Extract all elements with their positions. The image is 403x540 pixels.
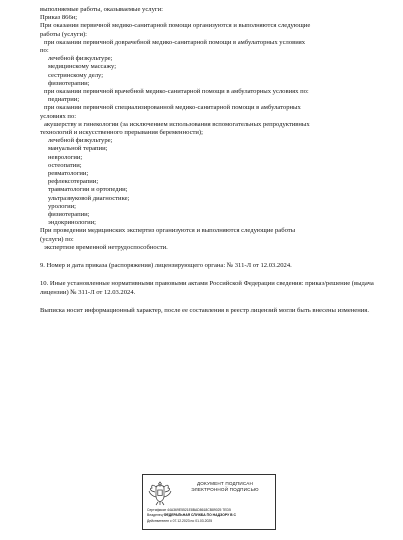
stamp-details xyxy=(147,508,275,524)
certificate-owner: Владелец ФЕДЕРАЛЬНАЯ СЛУЖБА ПО НАДЗОРУ В С xyxy=(147,513,236,518)
list-item: рефлексотерапии; xyxy=(48,178,99,186)
certificate-number: Сертификат 44A369E5521E8BAD8618CB89025 7ED5 xyxy=(147,508,231,512)
electronic-signature-stamp xyxy=(142,474,276,530)
list-item: ревматологии; xyxy=(48,170,89,178)
document-body xyxy=(40,6,375,315)
text-line: условиях по: xyxy=(40,112,77,120)
list-item: эндокринологии; xyxy=(48,219,96,227)
list-item: физиотерапии; xyxy=(48,211,90,219)
list-item: лечебной физкультуре; xyxy=(48,55,113,63)
list-item: мануальной терапии; xyxy=(48,145,108,153)
text-line: при оказании первичной врачебной медико-санитарной помощи в амбулаторных условиях по: xyxy=(44,88,309,96)
list-item: физиотерапии; xyxy=(48,79,90,87)
list-item: урологии; xyxy=(48,202,76,210)
list-item: педиатрии; xyxy=(48,96,80,104)
order-number-item: 9. Номер и дата приказа (распоряжения) лицензирующего органа: № 311-Л от 12.03.2024. xyxy=(40,262,292,270)
list-item: травматологии и ортопедии; xyxy=(48,186,128,194)
text-line: технологий и искусственного прерывания беременности); xyxy=(40,129,203,137)
text-line: при оказании первичной специализированной медико-санитарной помощи в амбулаторных xyxy=(44,104,301,112)
text-line: Приказ 866н; xyxy=(40,14,78,22)
double-headed-eagle-emblem-icon xyxy=(147,479,173,507)
list-item: неврологии; xyxy=(48,153,83,161)
list-item: лечебной физкультуре; xyxy=(48,137,113,145)
text-line: по: xyxy=(40,47,49,55)
list-item: сестринскому делу; xyxy=(48,71,104,79)
list-item: акушерству и гинекологии (за исключением использования вспомогательных репродуктивных xyxy=(44,120,310,128)
text-line: работы (услуги): xyxy=(40,30,88,38)
text-line: выполняемые работы, оказываемые услуги: xyxy=(40,6,163,13)
additional-info-item: 10. Иные установленные нормативными правовыми актами Российской Федерации сведения: приказ/решение (выдача лицензии) № 311-Л от 12.03.2024. xyxy=(40,280,374,296)
text-line: (услуги) по: xyxy=(40,235,74,243)
text-line: при оказании первичной доврачебной медико-санитарной помощи в амбулаторных условиях xyxy=(44,38,306,46)
stamp-title: ДОКУМЕНТ ПОДПИСАН ЭЛЕКТРОННОЙ ПОДПИСЬЮ xyxy=(191,481,259,492)
list-item: медицинскому массажу; xyxy=(48,63,117,71)
list-item: ультразвуковой диагностике; xyxy=(48,194,130,202)
list-item: экспертизе временной нетрудоспособности. xyxy=(44,243,168,251)
text-line: При проведении медицинских экспертиз организуются и выполняются следующие работы xyxy=(40,227,296,235)
disclaimer-note: Выписка носит информационный характер, после ее составления в реестр лицензий могли быть внесены изменения. xyxy=(40,306,369,314)
list-item: остеопатии; xyxy=(48,161,82,169)
certificate-validity: Действителен с 07.12.2023 по 01.03.2025 xyxy=(147,518,213,523)
text-line: При оказании первичной медико-санитарной помощи организуются и выполняются следующие xyxy=(40,22,311,30)
